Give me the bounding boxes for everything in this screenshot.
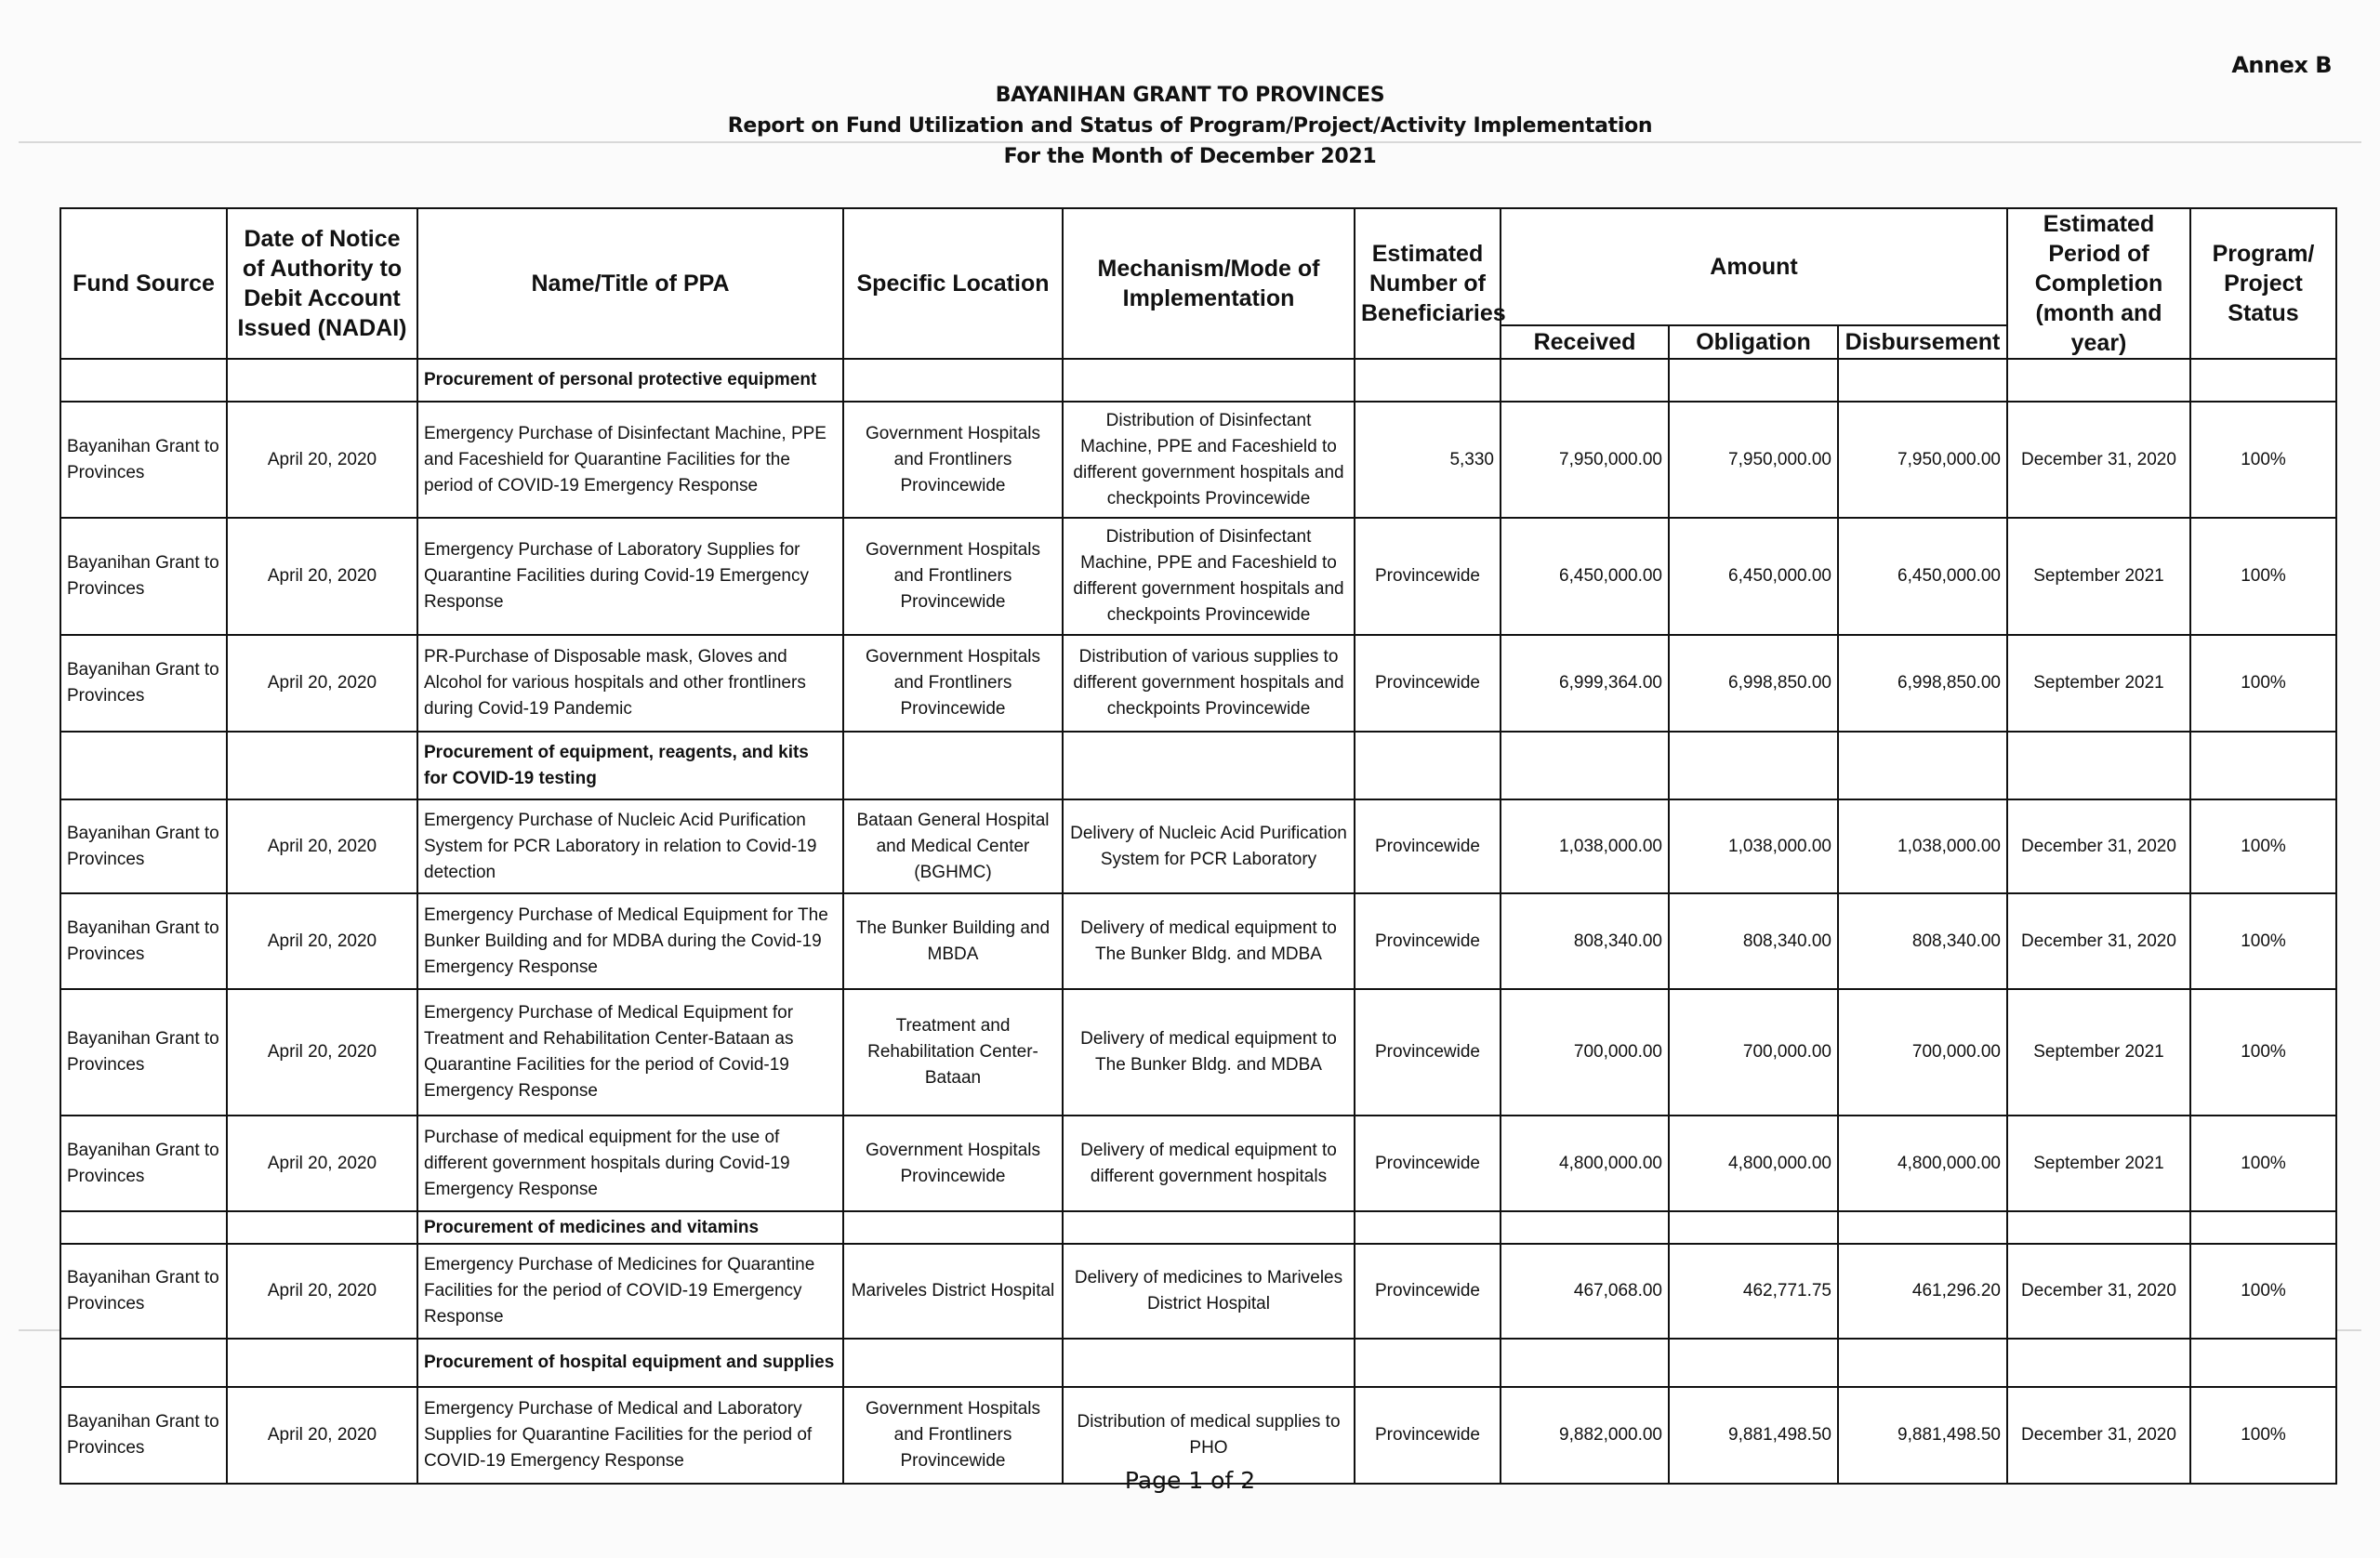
col-header-amount: Amount — [1501, 208, 2007, 325]
cell-disbursement: 6,450,000.00 — [1838, 518, 2007, 635]
cell-status: 100% — [2190, 518, 2336, 635]
table-row — [60, 402, 2336, 518]
cell-mechanism: Distribution of Disinfectant Machine, PPE and Faceshield to different government hospitals and checkpoints Provincewide — [1063, 402, 1355, 518]
category-label: Procurement of hospital equipment and supplies — [417, 1339, 843, 1387]
cell-status: 100% — [2190, 1387, 2336, 1484]
cell-received: 808,340.00 — [1501, 893, 1669, 989]
cell-disbursement: 461,296.20 — [1838, 1244, 2007, 1339]
col-header-ppa: Name/Title of PPA — [417, 208, 843, 359]
col-header-received: Received — [1501, 325, 1669, 359]
cell-mechanism: Distribution of medical supplies to PHO — [1063, 1387, 1355, 1484]
cell-disbursement: 9,881,498.50 — [1838, 1387, 2007, 1484]
cell-completion: December 31, 2020 — [2007, 1387, 2190, 1484]
cell-mechanism: Distribution of various supplies to different government hospitals and checkpoints Provincewide — [1063, 635, 1355, 732]
cell-ppa: Emergency Purchase of Medicines for Quarantine Facilities for the period of COVID-19 Emergency Response — [417, 1244, 843, 1339]
cell-fund-source: Bayanihan Grant to Provinces — [60, 893, 227, 989]
col-header-status: Program/ Project Status — [2190, 208, 2336, 359]
col-header-completion: Estimated Period of Completion (month and year) — [2007, 208, 2190, 359]
cell-status: 100% — [2190, 402, 2336, 518]
cell-location: Bataan General Hospital and Medical Center (BGHMC) — [843, 799, 1063, 893]
cell-nadai: April 20, 2020 — [227, 635, 417, 732]
cell-ppa: Emergency Purchase of Medical and Laboratory Supplies for Quarantine Facilities for the period of COVID-19 Emergency Response — [417, 1387, 843, 1484]
cell-received: 700,000.00 — [1501, 989, 1669, 1116]
cell-nadai: April 20, 2020 — [227, 893, 417, 989]
cell-location: Treatment and Rehabilitation Center-Bataan — [843, 989, 1063, 1116]
cell-obligation: 700,000.00 — [1669, 989, 1838, 1116]
cell-mechanism: Delivery of medical equipment to different government hospitals — [1063, 1116, 1355, 1211]
cell-ppa: PR-Purchase of Disposable mask, Gloves and Alcohol for various hospitals and other frontliners during Covid-19 Pandemic — [417, 635, 843, 732]
cell-completion: December 31, 2020 — [2007, 893, 2190, 989]
cell-mechanism: Delivery of Nucleic Acid Purification System for PCR Laboratory — [1063, 799, 1355, 893]
category-row — [60, 732, 2336, 799]
cell-beneficiaries: Provincewide — [1355, 893, 1501, 989]
table-row — [60, 1116, 2336, 1211]
cell-disbursement: 700,000.00 — [1838, 989, 2007, 1116]
cell-received: 467,068.00 — [1501, 1244, 1669, 1339]
cell-completion: December 31, 2020 — [2007, 799, 2190, 893]
cell-location: Mariveles District Hospital — [843, 1244, 1063, 1339]
cell-obligation: 462,771.75 — [1669, 1244, 1838, 1339]
cell-fund-source: Bayanihan Grant to Provinces — [60, 402, 227, 518]
cell-nadai: April 20, 2020 — [227, 402, 417, 518]
cell-received: 6,999,364.00 — [1501, 635, 1669, 732]
cell-ppa: Emergency Purchase of Medical Equipment for The Bunker Building and for MDBA during the Covid-19 Emergency Response — [417, 893, 843, 989]
cell-mechanism: Delivery of medical equipment to The Bunker Bldg. and MDBA — [1063, 989, 1355, 1116]
col-header-nadai: Date of Notice of Authority to Debit Account Issued (NADAI) — [227, 208, 417, 359]
cell-mechanism: Delivery of medical equipment to The Bunker Bldg. and MDBA — [1063, 893, 1355, 989]
table-row — [60, 518, 2336, 635]
cell-received: 1,038,000.00 — [1501, 799, 1669, 893]
category-row — [60, 1339, 2336, 1387]
cell-ppa: Purchase of medical equipment for the use of different government hospitals during Covid-19 Emergency Response — [417, 1116, 843, 1211]
cell-completion: December 31, 2020 — [2007, 1244, 2190, 1339]
cell-received: 4,800,000.00 — [1501, 1116, 1669, 1211]
cell-nadai: April 20, 2020 — [227, 799, 417, 893]
annex-label: Annex B — [2231, 52, 2332, 78]
cell-beneficiaries: Provincewide — [1355, 989, 1501, 1116]
cell-status: 100% — [2190, 893, 2336, 989]
cell-mechanism: Delivery of medicines to Mariveles District Hospital — [1063, 1244, 1355, 1339]
cell-ppa: Emergency Purchase of Nucleic Acid Purification System for PCR Laboratory in relation to Covid-19 detection — [417, 799, 843, 893]
cell-location: Government Hospitals and Frontliners Provincewide — [843, 1387, 1063, 1484]
cell-nadai: April 20, 2020 — [227, 1244, 417, 1339]
cell-disbursement: 1,038,000.00 — [1838, 799, 2007, 893]
cell-fund-source: Bayanihan Grant to Provinces — [60, 1244, 227, 1339]
cell-nadai: April 20, 2020 — [227, 989, 417, 1116]
cell-obligation: 9,881,498.50 — [1669, 1387, 1838, 1484]
cell-nadai: April 20, 2020 — [227, 1387, 417, 1484]
cell-completion: September 2021 — [2007, 989, 2190, 1116]
cell-obligation: 4,800,000.00 — [1669, 1116, 1838, 1211]
cell-fund-source: Bayanihan Grant to Provinces — [60, 1387, 227, 1484]
report-header — [0, 80, 2380, 172]
table-row — [60, 989, 2336, 1116]
cell-completion: September 2021 — [2007, 1116, 2190, 1211]
cell-location: Government Hospitals and Frontliners Provincewide — [843, 635, 1063, 732]
fund-utilization-table — [60, 207, 2337, 1485]
cell-obligation: 6,998,850.00 — [1669, 635, 1838, 732]
cell-status: 100% — [2190, 799, 2336, 893]
cell-obligation: 1,038,000.00 — [1669, 799, 1838, 893]
cell-disbursement: 808,340.00 — [1838, 893, 2007, 989]
cell-fund-source: Bayanihan Grant to Provinces — [60, 799, 227, 893]
table-row — [60, 799, 2336, 893]
cell-location: Government Hospitals and Frontliners Provincewide — [843, 518, 1063, 635]
table-row — [60, 635, 2336, 732]
col-header-location: Specific Location — [843, 208, 1063, 359]
cell-nadai: April 20, 2020 — [227, 518, 417, 635]
cell-beneficiaries: Provincewide — [1355, 799, 1501, 893]
cell-completion: December 31, 2020 — [2007, 402, 2190, 518]
report-title: BAYANIHAN GRANT TO PROVINCES — [995, 84, 1385, 107]
cell-status: 100% — [2190, 1116, 2336, 1211]
table-row — [60, 1244, 2336, 1339]
col-header-disbursement: Disbursement — [1838, 325, 2007, 359]
cell-disbursement: 7,950,000.00 — [1838, 402, 2007, 518]
cell-completion: September 2021 — [2007, 518, 2190, 635]
cell-location: Government Hospitals Provincewide — [843, 1116, 1063, 1211]
cell-location: Government Hospitals and Frontliners Provincewide — [843, 402, 1063, 518]
col-header-beneficiaries: Estimated Number of Beneficiaries — [1355, 208, 1501, 359]
category-row — [60, 1211, 2336, 1244]
col-header-obligation: Obligation — [1669, 325, 1838, 359]
cell-beneficiaries: Provincewide — [1355, 1387, 1501, 1484]
cell-obligation: 7,950,000.00 — [1669, 402, 1838, 518]
report-subtitle: Report on Fund Utilization and Status of Program/Project/Activity Implementation — [727, 114, 1653, 138]
cell-fund-source: Bayanihan Grant to Provinces — [60, 989, 227, 1116]
cell-beneficiaries: 5,330 — [1355, 402, 1501, 518]
category-label: Procurement of medicines and vitamins — [417, 1211, 843, 1244]
cell-received: 7,950,000.00 — [1501, 402, 1669, 518]
cell-nadai: April 20, 2020 — [227, 1116, 417, 1211]
cell-fund-source: Bayanihan Grant to Provinces — [60, 635, 227, 732]
cell-completion: September 2021 — [2007, 635, 2190, 732]
cell-status: 100% — [2190, 989, 2336, 1116]
category-label: Procurement of personal protective equipment — [417, 359, 843, 402]
cell-ppa: Emergency Purchase of Laboratory Supplies for Quarantine Facilities during Covid-19 Emergency Response — [417, 518, 843, 635]
cell-mechanism: Distribution of Disinfectant Machine, PPE and Faceshield to different government hospitals and checkpoints Provincewide — [1063, 518, 1355, 635]
category-label: Procurement of equipment, reagents, and kits for COVID-19 testing — [417, 732, 843, 799]
col-header-fund-source: Fund Source — [60, 208, 227, 359]
cell-ppa: Emergency Purchase of Medical Equipment for Treatment and Rehabilitation Center-Bataan as Quarantine Facilities for the period of Covid-19 Emergency Response — [417, 989, 843, 1116]
cell-beneficiaries: Provincewide — [1355, 635, 1501, 732]
cell-status: 100% — [2190, 635, 2336, 732]
cell-fund-source: Bayanihan Grant to Provinces — [60, 1116, 227, 1211]
report-period: For the Month of December 2021 — [1003, 145, 1377, 168]
cell-obligation: 6,450,000.00 — [1669, 518, 1838, 635]
cell-fund-source: Bayanihan Grant to Provinces — [60, 518, 227, 635]
category-row — [60, 359, 2336, 402]
cell-ppa: Emergency Purchase of Disinfectant Machine, PPE and Faceshield for Quarantine Facilities for the period of COVID-19 Emergency Response — [417, 402, 843, 518]
cell-location: The Bunker Building and MBDA — [843, 893, 1063, 989]
cell-beneficiaries: Provincewide — [1355, 1244, 1501, 1339]
col-header-mechanism: Mechanism/Mode of Implementation — [1063, 208, 1355, 359]
cell-beneficiaries: Provincewide — [1355, 1116, 1501, 1211]
cell-obligation: 808,340.00 — [1669, 893, 1838, 989]
cell-beneficiaries: Provincewide — [1355, 518, 1501, 635]
cell-received: 6,450,000.00 — [1501, 518, 1669, 635]
cell-disbursement: 4,800,000.00 — [1838, 1116, 2007, 1211]
table-row — [60, 893, 2336, 989]
cell-received: 9,882,000.00 — [1501, 1387, 1669, 1484]
page-number: Page 1 of 2 — [1124, 1467, 1256, 1494]
cell-status: 100% — [2190, 1244, 2336, 1339]
cell-disbursement: 6,998,850.00 — [1838, 635, 2007, 732]
